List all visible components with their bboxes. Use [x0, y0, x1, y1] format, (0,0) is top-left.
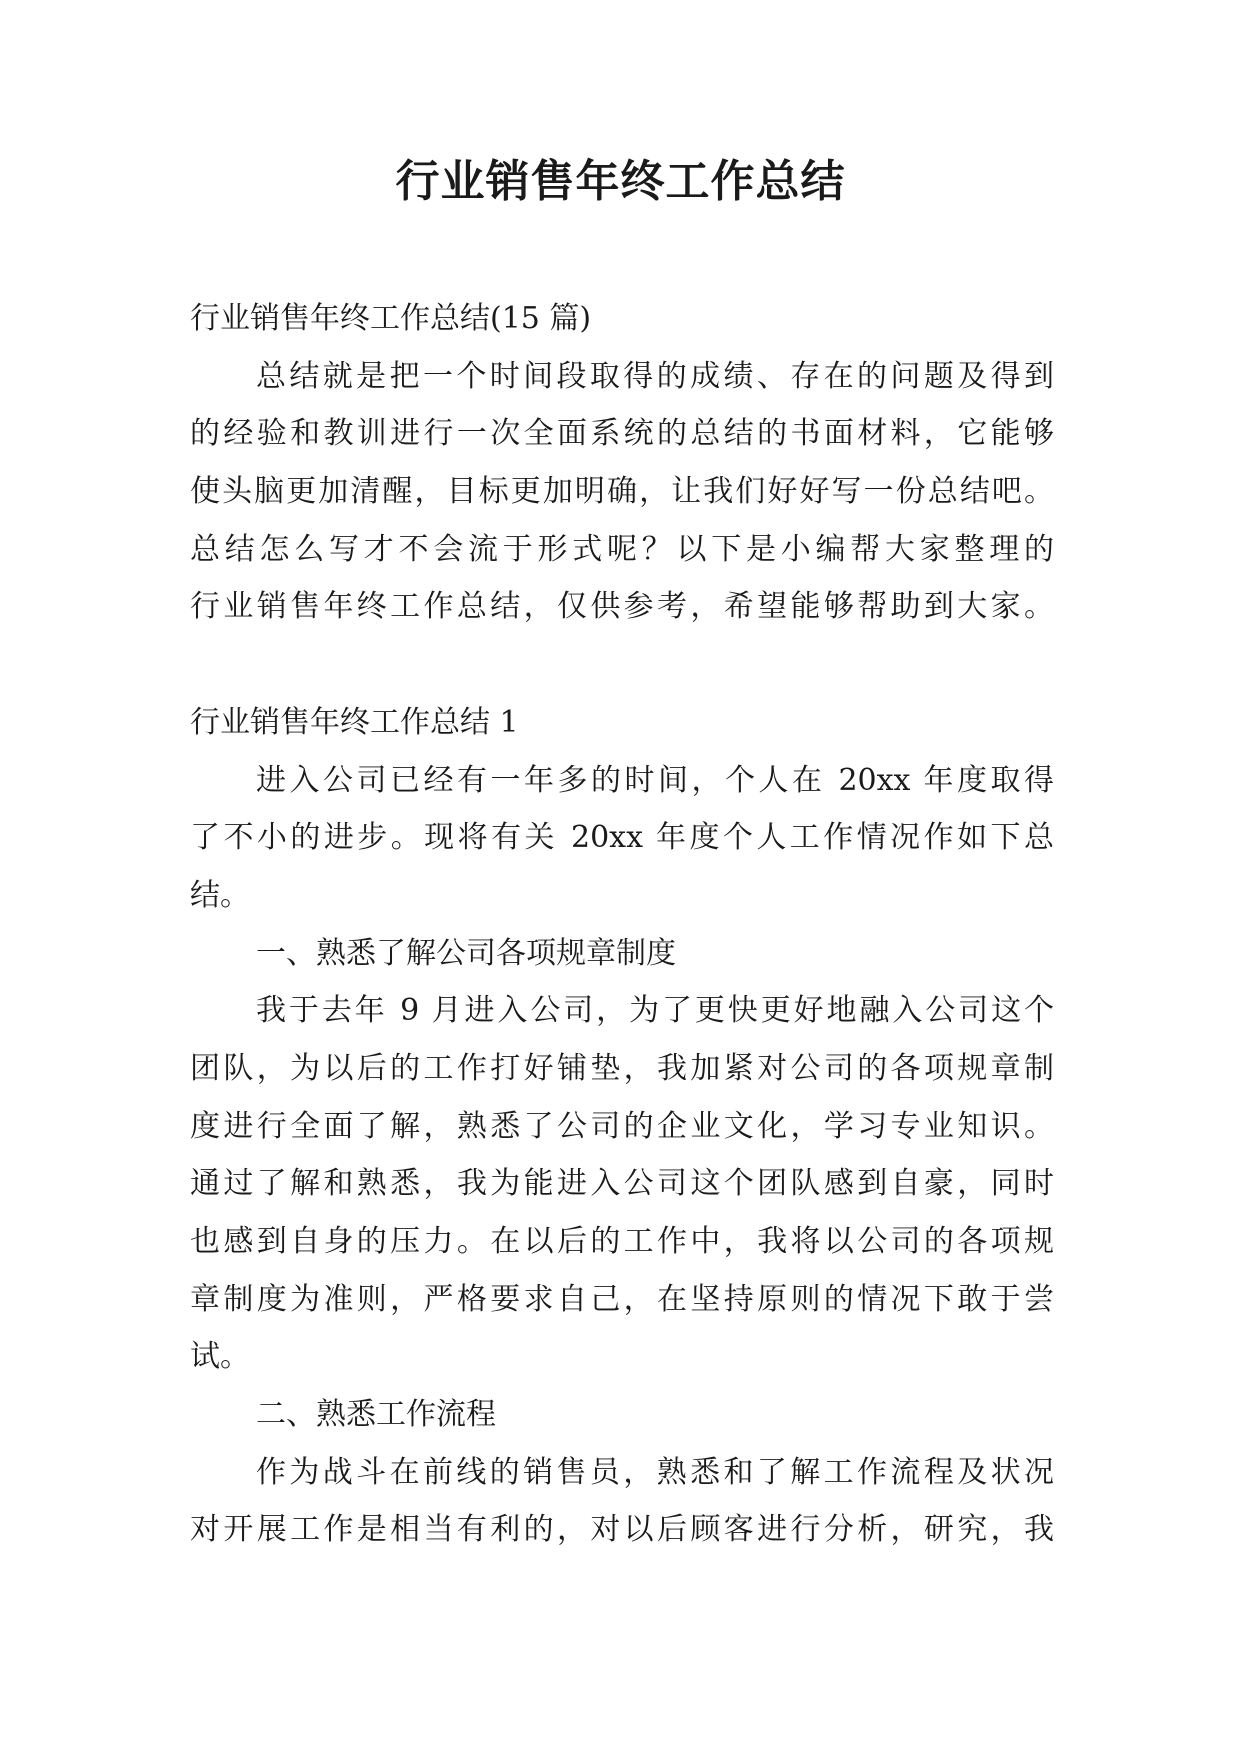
text-line: 作为战斗在前线的销售员，熟悉和了解工作流程及状况: [256, 1454, 1054, 1490]
text-line: 结。: [190, 877, 250, 913]
text-line: 总结就是把一个时间段取得的成绩、存在的问题及得到: [256, 358, 1054, 394]
text-line: 我于去年 9 月进入公司，为了更快更好地融入公司这个: [256, 993, 1054, 1029]
text-line: 试。: [190, 1339, 250, 1375]
document-title: 行业销售年终工作总结: [395, 156, 846, 207]
text-line: 总结怎么写才不会流于形式呢？以下是小编帮大家整理的: [190, 531, 1054, 567]
text-line: 对开展工作是相当有利的，对以后顾客进行分析，研究，我: [190, 1512, 1054, 1548]
text-line: 的经验和教训进行一次全面系统的总结的书面材料，它能够: [190, 416, 1054, 452]
text-line: 团队，为以后的工作打好铺垫，我加紧对公司的各项规章制: [190, 1050, 1054, 1086]
text-line: 度进行全面了解，熟悉了公司的企业文化，学习专业知识。: [190, 1108, 1054, 1144]
text-line: 章制度为准则，严格要求自己，在坚持原则的情况下敢于尝: [190, 1281, 1054, 1317]
section-heading: 行业销售年终工作总结 1: [190, 704, 519, 740]
text-line: 二、熟悉工作流程: [256, 1397, 496, 1433]
text-line: 也感到自身的压力。在以后的工作中，我将以公司的各项规: [190, 1224, 1054, 1259]
section-heading: 行业销售年终工作总结(15 篇): [190, 301, 592, 336]
document-body: [190, 290, 1054, 1559]
text-line: 了不小的进步。现将有关 20xx 年度个人工作情况作如下总: [190, 820, 1054, 856]
text-line: 使头脑更加清醒，目标更加明确，让我们好好写一份总结吧。: [190, 474, 1054, 510]
text-line: 通过了解和熟悉，我为能进入公司这个团队感到自豪，同时: [190, 1166, 1054, 1202]
text-line: 一、熟悉了解公司各项规章制度: [256, 935, 676, 971]
text-line: 进入公司已经有一年多的时间，个人在 20xx 年度取得: [256, 762, 1054, 798]
text-line: 行业销售年终工作总结，仅供参考，希望能够帮助到大家。: [190, 589, 1054, 625]
paragraph-gap: [190, 636, 1054, 694]
